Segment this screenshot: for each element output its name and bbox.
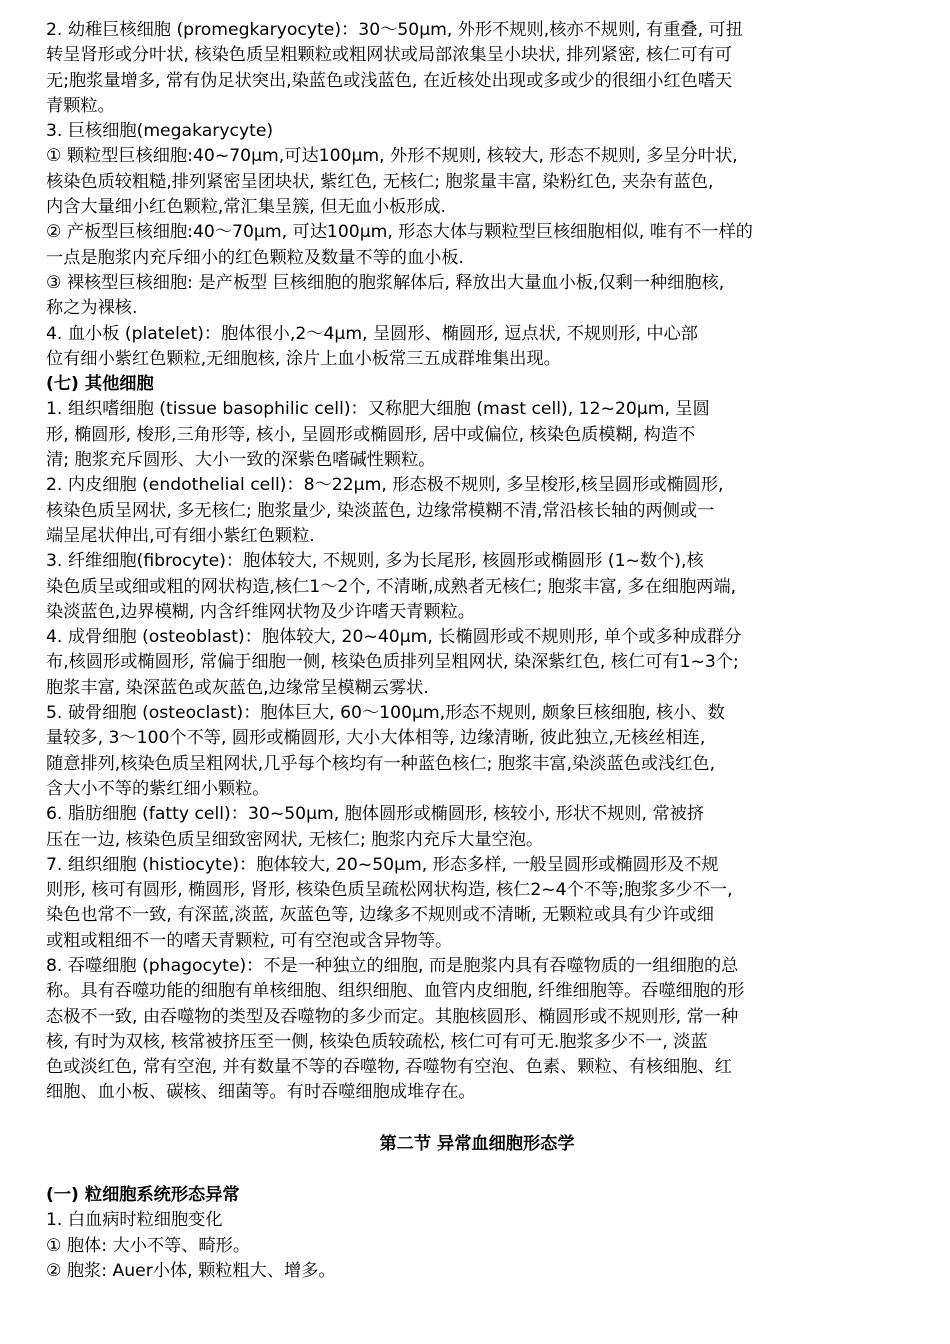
text-line: ② 胞浆: Auer小体, 颗粒粗大、增多。 — [46, 1260, 336, 1281]
body-text-2 — [46, 1183, 908, 1284]
text-line: ① 颗粒型巨核细胞:40~70μm,可达100μm, 外形不规则, 核较大, 形态不规则, 多呈分叶状, — [46, 146, 738, 167]
body-text — [46, 18, 908, 1106]
text-line: 2. 幼稚巨核细胞 (promegkaryocyte)：30～50μm, 外形不规则,核亦不规则, 有重叠, 可扭 — [46, 20, 743, 40]
text-line: 染色也常不一致, 有深蓝,淡蓝, 灰蓝色等, 边缘多不规则或不清晰, 无颗粒或具有少许或细 — [46, 905, 714, 926]
text-line: 7. 组织细胞 (histiocyte)：胞体较大, 20~50μm, 形态多样, 一般呈圆形或椭圆形及不规 — [46, 854, 719, 875]
text-line: 胞浆丰富, 染深蓝色或灰蓝色,边缘常呈模糊云雾状. — [46, 677, 429, 698]
text-line: 位有细小紫红色颗粒,无细胞核, 涂片上血小板常三五成群堆集出现。 — [46, 348, 561, 369]
text-line: 2. 内皮细胞 (endothelial cell)：8～22μm, 形态极不规则, 多呈梭形,核呈圆形或椭圆形, — [46, 475, 724, 496]
text-line: 染色质呈或细或粗的网状构造,核仁1～2个, 不清晰,成熟者无核仁; 胞浆丰富, 多在细胞两端, — [46, 576, 737, 597]
text-line: 4. 血小板 (platelet)：胞体很小,2～4μm, 呈圆形、椭圆形, 逗点状, 不规则形, 中心部 — [46, 323, 698, 344]
text-line: 1. 组织嗜细胞 (tissue basophilic cell)：又称肥大细胞 (mast cell), 12~20μm, 呈圆 — [46, 399, 710, 420]
text-line: ② 产板型巨核细胞:40～70μm, 可达100μm, 形态大体与颗粒型巨核细胞相似, 唯有不一样的 — [46, 222, 753, 243]
text-line: 随意排列,核染色质呈粗网状,几乎每个核均有一种蓝色核仁; 胞浆丰富,染淡蓝色或浅红色, — [46, 753, 716, 774]
text-line: 无;胞浆量增多, 常有伪足状突出,染蓝色或浅蓝色, 在近核处出现或多或少的很细小红色嗜天 — [46, 70, 733, 91]
text-line: 色或淡红色, 常有空泡, 并有数量不等的吞噬物, 吞噬物有空泡、色素、颗粒、有核细胞、红 — [46, 1057, 732, 1078]
text-line: 清; 胞浆充斥圆形、大小一致的深紫色嗜碱性颗粒。 — [46, 450, 436, 471]
text-line: 青颗粒。 — [46, 95, 115, 116]
text-line: 3. 巨核细胞(megakarycyte) — [46, 121, 274, 142]
text-line: 1. 白血病时粒细胞变化 — [46, 1210, 223, 1231]
text-line: 布,核圆形或椭圆形, 常偏于细胞一侧, 核染色质排列呈粗网状, 染深紫红色, 核仁可有1~3个; — [46, 652, 739, 673]
text-line: 4. 成骨细胞 (osteoblast)：胞体较大, 20~40μm, 长椭圆形或不规则形, 单个或多种成群分 — [46, 627, 742, 648]
text-line: 核染色质较粗糙,排列紧密呈团块状, 紫红色, 无核仁; 胞浆量丰富, 染粉红色, 夹杂有蓝色, — [46, 171, 714, 192]
text-line: 染淡蓝色,边界模糊, 内含纤维网状物及少许嗜天青颗粒。 — [46, 601, 475, 622]
text-line: ③ 裸核型巨核细胞: 是产板型 巨核细胞的胞浆解体后, 释放出大量血小板,仅剩一种细胞核, — [46, 272, 725, 293]
text-line: 量较多, 3～100个不等, 圆形或椭圆形, 大小大体相等, 边缘清晰, 彼此独立,无核丝相连, — [46, 728, 706, 749]
text-line: 端呈尾状伸出,可有细小紫红色颗粒. — [46, 525, 315, 546]
text-line: 核, 有时为双核, 核常被挤压至一侧, 核染色质较疏松, 核仁可有可无.胞浆多少不一, 淡蓝 — [46, 1031, 708, 1052]
text-line: 称之为裸核. — [46, 298, 138, 319]
text-line: 或粗或粗细不一的嗜天青颗粒, 可有空泡或含异物等。 — [46, 930, 453, 951]
text-line: 称。具有吞噬功能的细胞有单核细胞、组织细胞、血管内皮细胞, 纤维细胞等。吞噬细胞的形 — [46, 981, 745, 1002]
text-line: 8. 吞噬细胞 (phagocyte)：不是一种独立的细胞, 而是胞浆内具有吞噬物质的一组细胞的总 — [46, 955, 739, 976]
subsection-heading: (一) 粒细胞系统形态异常 — [46, 1185, 240, 1206]
text-line: 转呈肾形或分叶状, 核染色质呈粗颗粒或粗网状或局部浓集呈小块状, 排列紧密, 核仁可有可 — [46, 45, 732, 66]
text-line: ① 胞体: 大小不等、畸形。 — [46, 1235, 251, 1256]
text-line: 含大小不等的紫红细小颗粒。 — [46, 778, 270, 799]
text-line: 5. 破骨细胞 (osteoclast)：胞体巨大, 60～100μm,形态不规则, 颇象巨核细胞, 核小、数 — [46, 703, 725, 724]
text-line: 细胞、血小板、碳核、细菌等。有时吞噬细胞成堆存在。 — [46, 1082, 476, 1103]
text-line: 则形, 核可有圆形, 椭圆形, 肾形, 核染色质呈疏松网状构造, 核仁2~4个不等;胞浆多少不一, — [46, 880, 733, 901]
subsection-heading: (七) 其他细胞 — [46, 374, 154, 395]
text-line: 压在一边, 核染色质呈细致密网状, 无核仁; 胞浆内充斥大量空泡。 — [46, 829, 544, 850]
text-line: 6. 脂肪细胞 (fatty cell)：30~50μm, 胞体圆形或椭圆形, 核较小, 形状不规则, 常被挤 — [46, 804, 705, 825]
section-title: 第二节 异常血细胞形态学 — [379, 1133, 575, 1154]
text-line: 形, 椭圆形, 梭形,三角形等, 核小, 呈圆形或椭圆形, 居中或偏位, 核染色质模糊, 构造不 — [46, 424, 696, 445]
text-line: 3. 纤维细胞(fibrocyte)：胞体较大, 不规则, 多为长尾形, 核圆形或椭圆形 (1~数个),核 — [46, 551, 704, 572]
text-line: 态极不一致, 由吞噬物的类型及吞噬物的多少而定。其胞核圆形、椭圆形或不规则形, 常一种 — [46, 1006, 739, 1027]
text-line: 内含大量细小红色颗粒,常汇集呈簇, 但无血小板形成. — [46, 197, 446, 218]
text-line: 核染色质呈网状, 多无核仁; 胞浆量少, 染淡蓝色, 边缘常模糊不清,常沿核长轴的两侧或一 — [46, 500, 715, 521]
text-line: 一点是胞浆内充斥细小的红色颗粒及数量不等的血小板. — [46, 247, 464, 268]
